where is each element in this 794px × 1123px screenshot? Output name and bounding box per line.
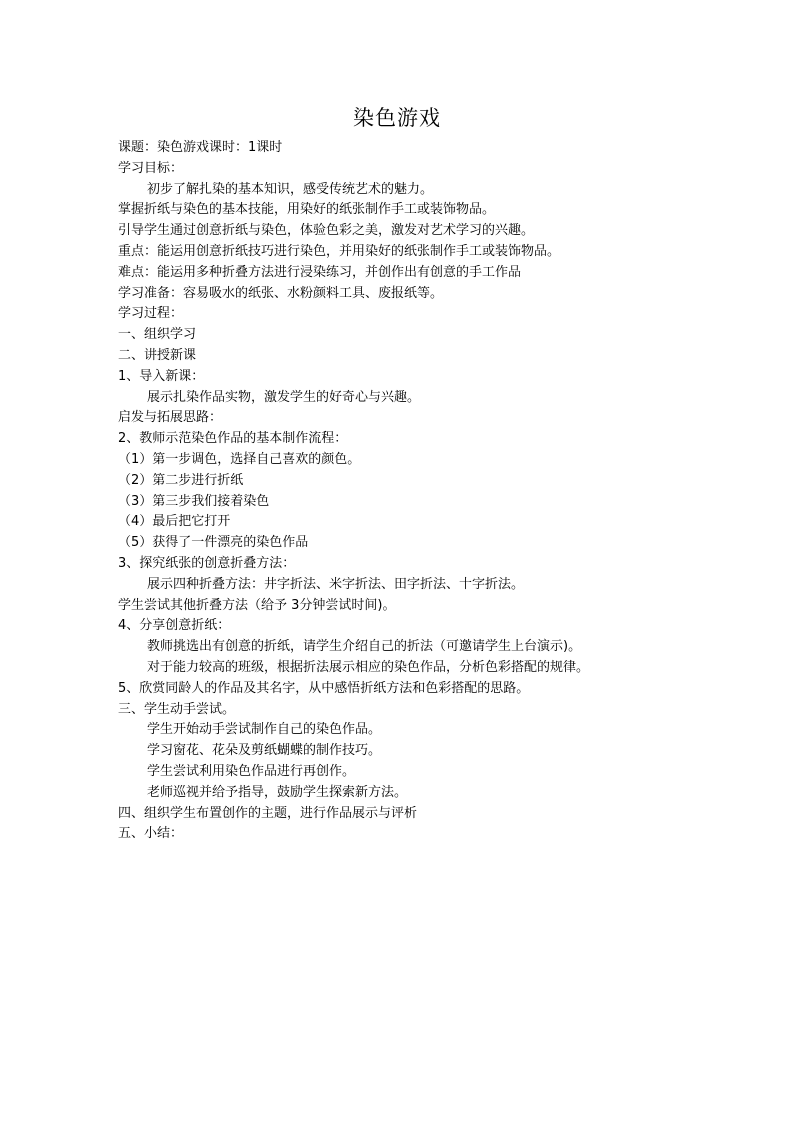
subsection-heading: 2、教师示范染色作品的基本制作流程： <box>118 431 348 447</box>
process-step-line: （1）第一步调色，选择自己喜欢的颜色。 <box>118 451 361 467</box>
content-line: 学生开始动手尝试制作自己的染色作品。 <box>147 722 382 738</box>
key-point-line: 重点：能运用创意折纸技巧进行染色，并用染好的纸张制作手工或装饰物品。 <box>118 243 561 259</box>
section-heading: 二、讲授新课 <box>118 347 197 363</box>
content-line: 老师巡视并给予指导，鼓励学生探索新方法。 <box>147 784 408 800</box>
lesson-topic-line: 课题：染色游戏课时：1课时 <box>118 140 283 155</box>
content-line: 学习窗花、花朵及剪纸蝴蝶的制作技巧。 <box>147 743 382 759</box>
process-step-line: （5）获得了一件漂亮的染色作品 <box>118 535 309 551</box>
process-step-line: （4）最后把它打开 <box>118 514 231 530</box>
document-body <box>118 138 678 845</box>
learning-process-heading: 学习过程： <box>118 306 184 322</box>
goal-line: 初步了解扎染的基本知识，感受传统艺术的魅力。 <box>147 181 434 197</box>
process-step-line: （2）第二步进行折纸 <box>118 472 244 488</box>
subsection-heading: 5、欣赏同龄人的作品及其名字，从中感悟折纸方法和色彩搭配的思路。 <box>118 680 530 696</box>
section-heading: 四、组织学生布置创作的主题，进行作品展示与评析 <box>118 805 418 821</box>
subsection-heading: 4、分享创意折纸： <box>118 618 231 634</box>
subsection-heading: 1、导入新课： <box>118 368 205 384</box>
subsection-heading: 3、探究纸张的创意折叠方法： <box>118 555 296 571</box>
section-heading: 五、小结： <box>118 826 184 842</box>
content-line: 学生尝试其他折叠方法（给予 3分钟尝试时间)。 <box>118 597 396 613</box>
preparation-line: 学习准备：容易吸水的纸张、水粉颜料工具、废报纸等。 <box>118 285 444 301</box>
goal-line: 引导学生通过创意折纸与染色，体验色彩之美，激发对艺术学习的兴趣。 <box>118 223 535 239</box>
goal-line: 掌握折纸与染色的基本技能，用染好的纸张制作手工或装饰物品。 <box>118 202 496 218</box>
document-title: 染色游戏 <box>353 106 441 130</box>
content-line: 展示扎染作品实物，激发学生的好奇心与兴趣。 <box>147 389 421 405</box>
difficulty-line: 难点：能运用多种折叠方法进行浸染练习，并创作出有创意的手工作品 <box>118 264 522 280</box>
process-step-line: （3）第三步我们接着染色 <box>118 493 270 509</box>
content-line: 展示四种折叠方法：井字折法、米字折法、田字折法、十字折法。 <box>147 576 525 592</box>
content-line: 学生尝试利用染色作品进行再创作。 <box>147 763 356 779</box>
content-line: 启发与拓展思路： <box>118 410 223 426</box>
content-line: 教师挑选出有创意的折纸，请学生介绍自己的折法（可邀请学生上台演示)。 <box>147 639 582 655</box>
content-line: 对于能力较高的班级，根据折法展示相应的染色作品，分析色彩搭配的规律。 <box>147 659 590 675</box>
learning-goals-heading: 学习目标： <box>118 160 184 176</box>
section-heading: 一、组织学习 <box>118 327 197 343</box>
section-heading: 三、学生动手尝试。 <box>118 701 236 717</box>
